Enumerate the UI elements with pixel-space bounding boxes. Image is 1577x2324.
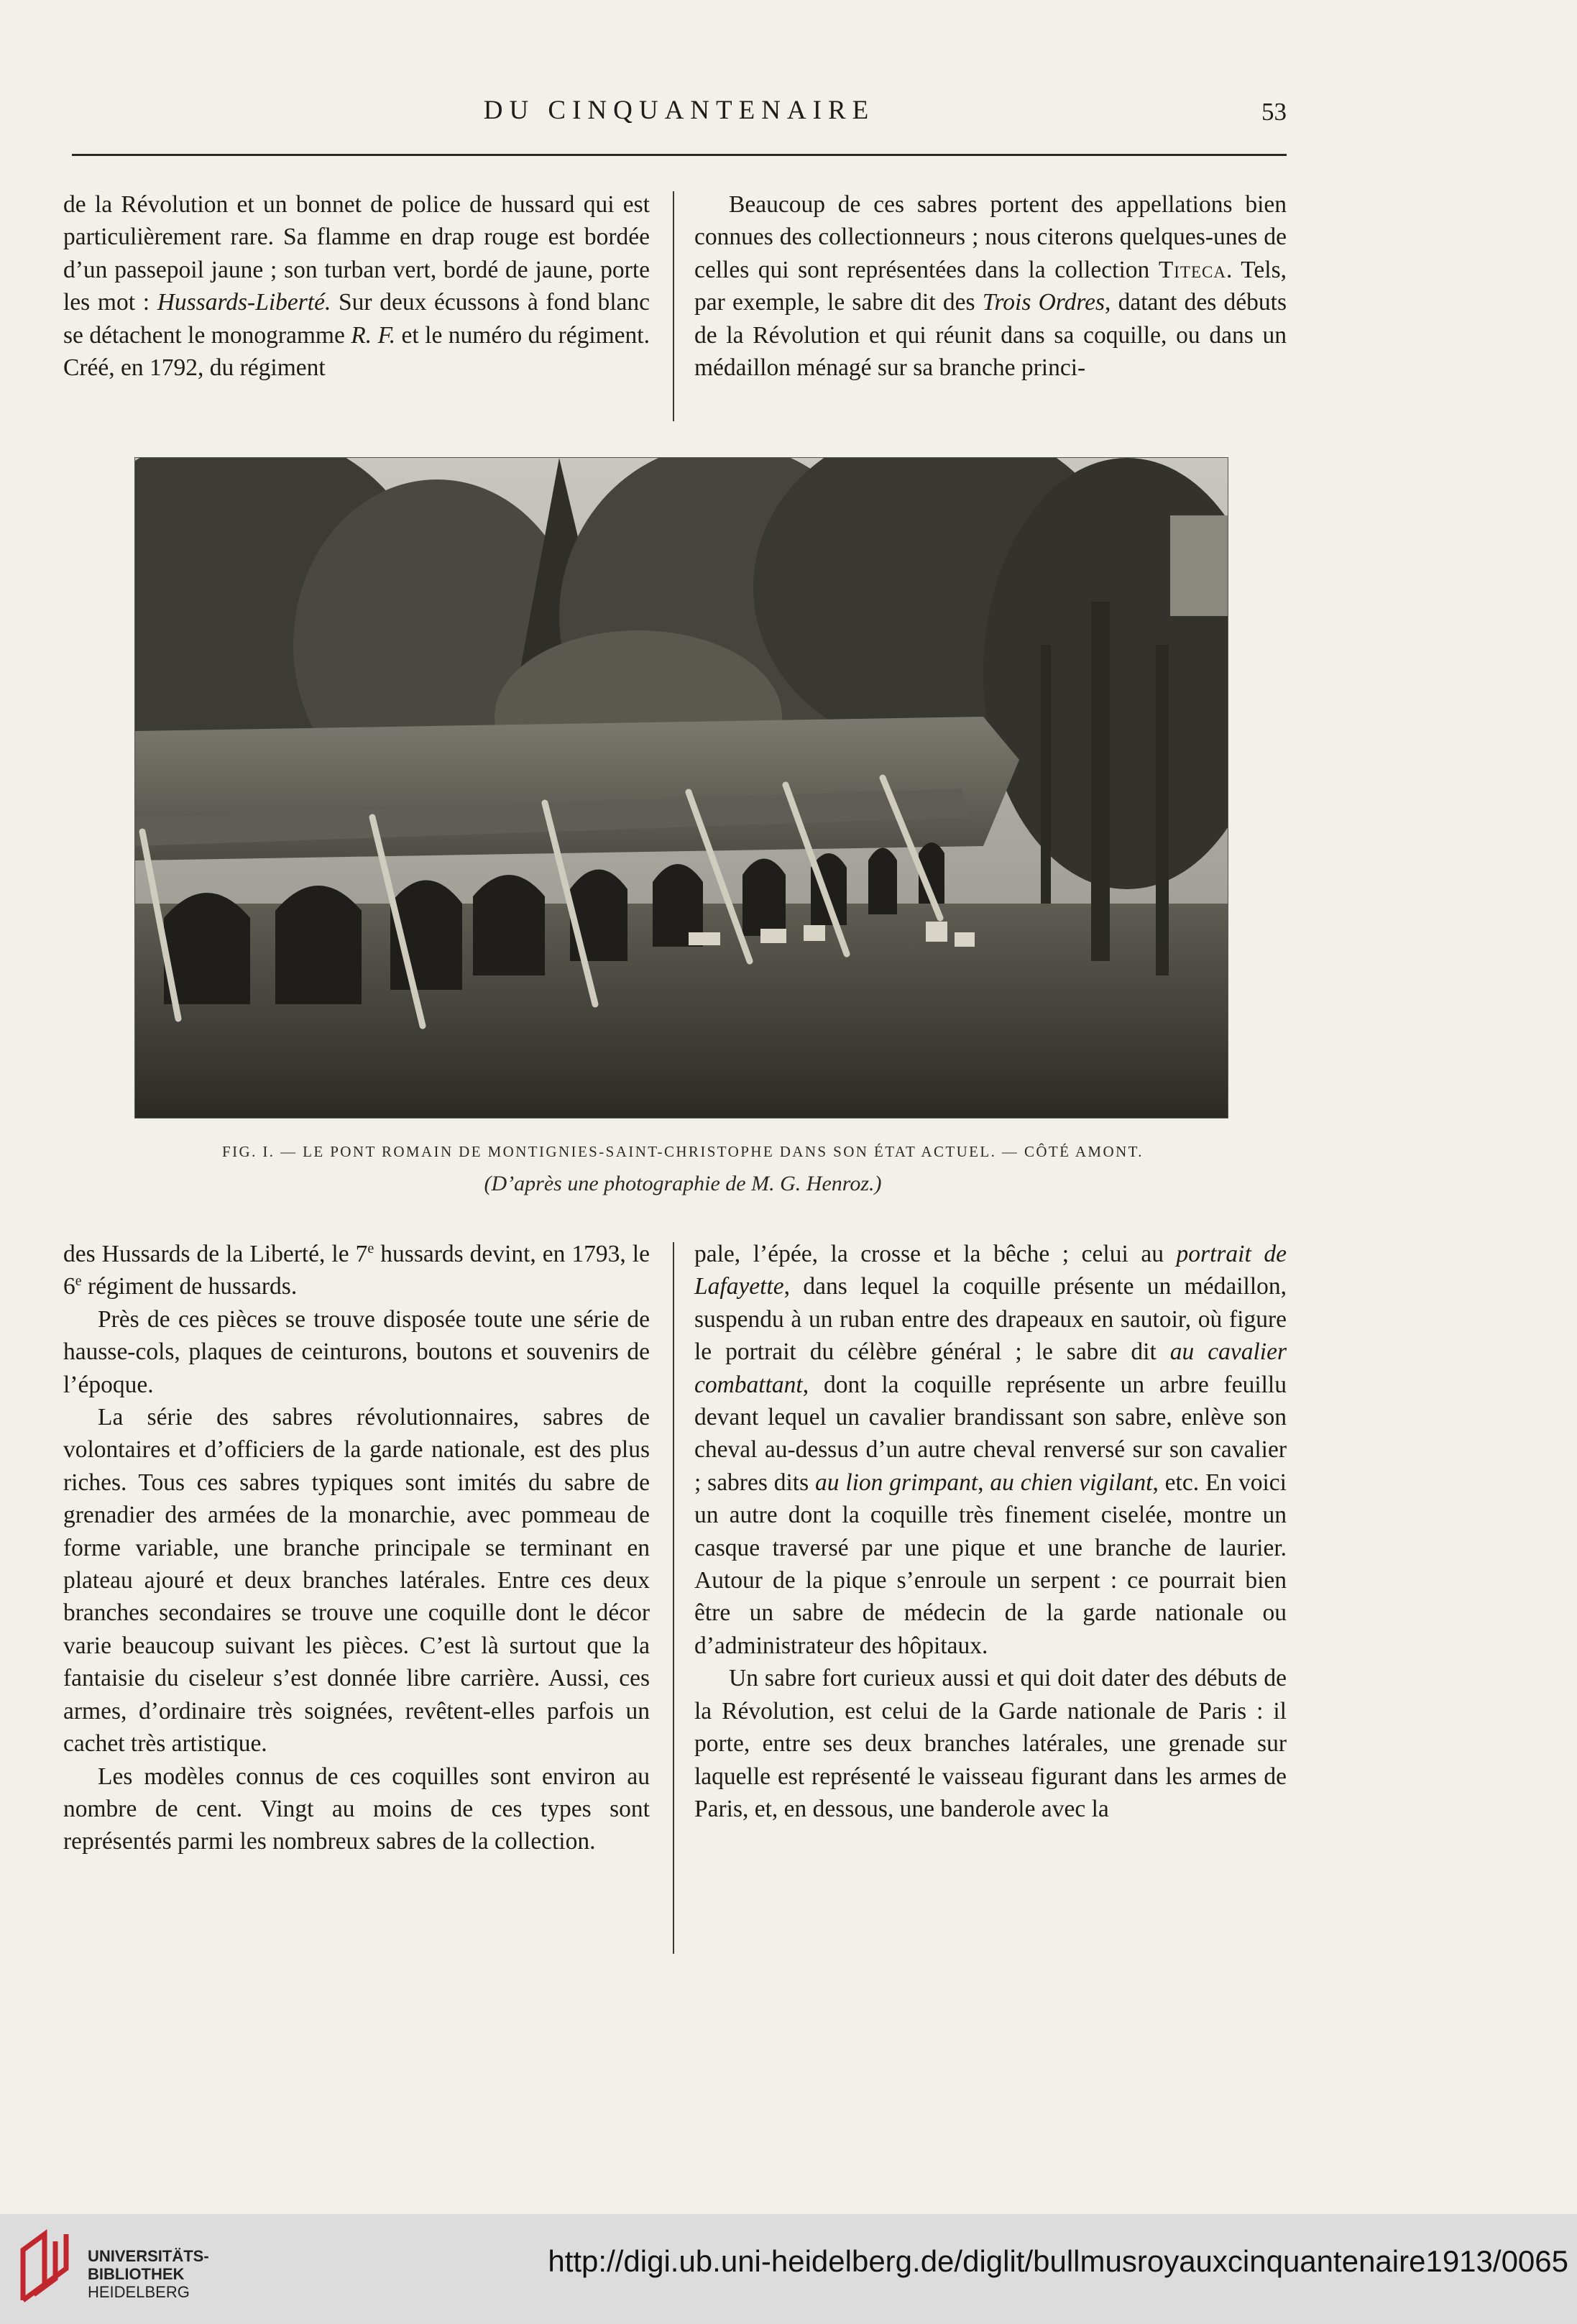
column-divider-bottom (673, 1242, 674, 1954)
text-column-left-top (63, 188, 650, 384)
text-column-right-bottom (694, 1238, 1287, 1825)
page-number: 53 (1261, 98, 1287, 126)
bridge-photograph (134, 457, 1228, 1119)
paragraph: Les modèles connus de ces coquilles sont environ au nombre de cent. Vingt au moins de ces types sont représentés parmi les nombreux sabres de la collection. (63, 1763, 650, 1855)
text-column-left-bottom (63, 1238, 650, 1858)
paragraph: des Hussards de la Liberté, le 7e hussards devint, en 1793, le 6e régiment de hussards. (63, 1240, 650, 1300)
digitization-footer (0, 2214, 1577, 2324)
paragraph: de la Révolution et un bonnet de police de hussard qui est particulièrement rare. Sa flamme en drap rouge est bordée d’un passepoil jaune ; son turban vert, bordé de jaune, porte les mot : Hussards-Liberté. Sur deux écussons à fond blanc se détachent le monogramme R. F. et le numéro du régiment. Créé, en 1792, du régiment (63, 191, 650, 382)
paragraph: pale, l’épée, la crosse et la bêche ; celui au portrait de Lafayette, dans lequel la coquille présente un médaillon, suspendu à un ruban entre des drapeaux en sautoir, où figure le portrait du célèbre général ; le sabre dit au cavalier combattant, dont la coquille représente un arbre feuillu devant lequel un cavalier brandissant son sabre, enlève son cheval au-dessus d’un autre cheval renversé sur son cavalier ; sabres dits au lion grimpant, au chien vigilant, etc. En voici un autre dont la coquille très finement ciselée, montre un casque traversé par une pique et une branche de laurier. Autour de la pique s’enroule un serpent : ce pourrait bien être un sabre de médecin de la garde nationale ou d’administrateur des hôpitaux. (694, 1241, 1287, 1659)
figure-credit: (D’après une photographie de M. G. Henroz.) (484, 1172, 882, 1195)
header-rule (72, 154, 1287, 156)
paragraph: Près de ces pièces se trouve disposée toute une série de hausse-cols, plaques de ceinturons, boutons et souvenirs de l’époque. (63, 1305, 650, 1398)
running-title: DU CINQUANTENAIRE (483, 96, 875, 125)
library-name: UNIVERSITÄTS- BIBLIOTHEK HEIDELBERG (88, 2247, 209, 2301)
source-url-link[interactable]: http://digi.ub.uni-heidelberg.de/diglit/bullmusroyauxcinquantenaire1913/0065 (548, 2244, 1568, 2278)
library-logo-icon (16, 2228, 81, 2307)
paragraph: Un sabre fort curieux aussi et qui doit dater des débuts de la Révolution, est celui de la Garde nationale de Paris : il porte, entre ses deux branches latérales, une grenade sur laquelle est représenté le vaisseau figurant dans les armes de Paris, et, en dessous, une banderole avec la (694, 1665, 1287, 1822)
paragraph: Beaucoup de ces sabres portent des appellations bien connues des collectionneurs ; nous citerons quelques-unes de celles qui sont représentées dans la collection Titeca. Tels, par exemple, le sabre dit des Trois Ordres, datant des débuts de la Révolution et qui réunit dans sa coquille, ou dans un médaillon ménagé sur sa branche princi- (694, 191, 1287, 382)
running-head (72, 95, 1287, 131)
text-column-right-top (694, 188, 1287, 384)
paragraph: La série des sabres révolutionnaires, sabres de volontaires et d’officiers de la garde nationale, est des plus riches. Tous ces sabres typiques sont imités du sabre de grenadier des armées de la monarchie, avec pommeau de forme variable, une branche principale se terminant en plateau ajouré et deux branches latérales. Entre ces deux branches secondaires se trouve une coquille dont le décor varie beaucoup suivant les pièces. C’est là surtout que la fantaisie du ciseleur s’est donnée libre carrière. Aussi, ces armes, d’ordinaire très soignées, revêtent-elles parfois un cachet très artistique. (63, 1404, 650, 1758)
figure-caption: FIG. I. — LE PONT ROMAIN DE MONTIGNIES-SAINT-CHRISTOPHE DANS SON ÉTAT ACTUEL. — CÔTÉ AMONT. (222, 1143, 1144, 1160)
column-divider-top (673, 191, 674, 421)
